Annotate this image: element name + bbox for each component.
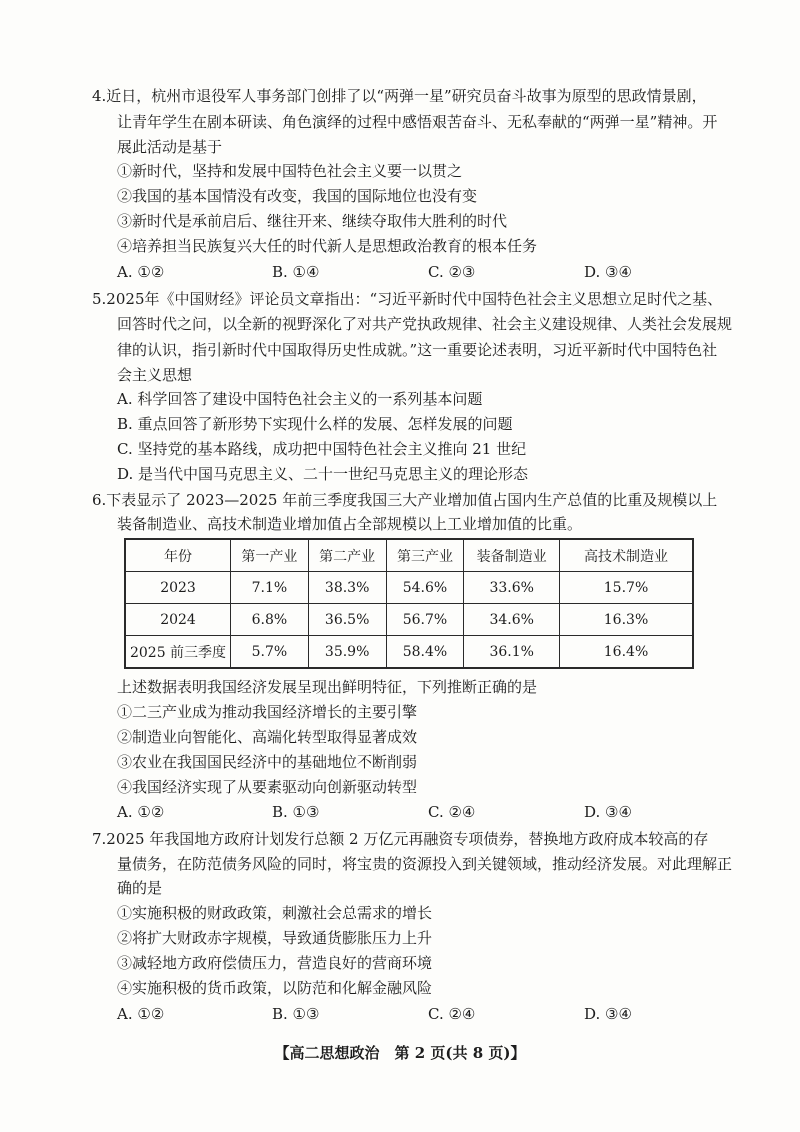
table-header-cell: 年份 — [125, 539, 231, 572]
table-cell: 33.6% — [464, 572, 560, 604]
q6-choice-a: A. ①② — [117, 803, 165, 821]
table-cell: 36.1% — [464, 636, 560, 669]
table-cell: 34.6% — [464, 604, 560, 636]
q4-option-1: ①新时代，坚持和发展中国特色社会主义要一以贯之 — [117, 162, 463, 180]
q7-option-2: ②将扩大财政赤字规模，导致通货膨胀压力上升 — [117, 929, 433, 947]
q4-choice-a: A. ①② — [117, 263, 165, 281]
q4-stem-line-2: 让青年学生在剧本研读、角色演绎的过程中感悟艰苦奋斗、无私奉献的“两弹一星”精神。开 — [117, 113, 718, 131]
q7-choice-d: D. ③④ — [584, 1005, 632, 1023]
table-header-cell: 装备制造业 — [464, 539, 560, 572]
q7-stem-line-1: 7.2025 年我国地方政府计划发行总额 2 万亿元再融资专项债券，替换地方政府成本较高的存 — [92, 830, 709, 848]
q5-option-b: B. 重点回答了新形势下实现什么样的发展、怎样发展的问题 — [117, 415, 513, 433]
q4-option-2: ②我国的基本国情没有改变，我国的国际地位也没有变 — [117, 187, 478, 205]
q6-choice-c: C. ②④ — [428, 803, 476, 821]
table-cell: 5.7% — [231, 636, 309, 669]
q7-stem-line-3: 确的是 — [117, 879, 163, 897]
q5-stem-line-2: 回答时代之问，以全新的视野深化了对共产党执政规律、社会主义建设规律、人类社会发展规 — [117, 315, 733, 333]
q5-stem-line-4: 会主义思想 — [117, 366, 193, 384]
q5-option-a: A. 科学回答了建设中国特色社会主义的一系列基本问题 — [117, 390, 483, 408]
table-cell: 35.9% — [308, 636, 386, 669]
table-cell: 7.1% — [231, 572, 309, 604]
page-footer: 【高二思想政治 第 2 页(共 8 页)】 — [274, 1044, 526, 1062]
q6-option-4: ④我国经济实现了从要素驱动向创新驱动转型 — [117, 778, 418, 796]
q7-option-1: ①实施积极的财政政策，刺激社会总需求的增长 — [117, 904, 433, 922]
table-cell: 2025 前三季度 — [125, 636, 231, 669]
table-cell: 15.7% — [560, 572, 693, 604]
q7-choices — [117, 1004, 717, 1024]
q7-stem-line-2: 量债务，在防范债务风险的同时，将宝贵的资源投入到关键领域，推动经济发展。对此理解正 — [117, 855, 733, 873]
q4-option-3: ③新时代是承前启后、继往开来、继续夺取伟大胜利的时代 — [117, 212, 508, 230]
table-header-cell: 第二产业 — [308, 539, 386, 572]
q4-choices — [117, 262, 717, 282]
table-cell: 58.4% — [386, 636, 464, 669]
q6-option-3: ③农业在我国国民经济中的基础地位不断削弱 — [117, 753, 418, 771]
q4-choice-c: C. ②③ — [428, 263, 476, 281]
table-row — [125, 572, 693, 604]
q6-choice-d: D. ③④ — [584, 803, 632, 821]
q7-choice-a: A. ①② — [117, 1005, 165, 1023]
q7-option-4: ④实施积极的货币政策，以防范和化解金融风险 — [117, 979, 433, 997]
table-cell: 6.8% — [231, 604, 309, 636]
table-row — [125, 636, 693, 669]
q7-choice-b: B. ①③ — [272, 1005, 320, 1023]
q5-stem-line-1: 5.2025年《中国财经》评论员文章指出：“习近平新时代中国特色社会主义思想立足时代之基、 — [92, 290, 723, 308]
q4-choice-d: D. ③④ — [584, 263, 632, 281]
q4-stem-line-3: 展此活动是基于 — [117, 138, 223, 156]
q4-choice-b: B. ①④ — [272, 263, 320, 281]
q6-option-2: ②制造业向智能化、高端化转型取得显著成效 — [117, 728, 418, 746]
q4-stem-line-1: 4.近日，杭州市退役军人事务部门创排了以“两弹一星”研究员奋斗故事为原型的思政情景剧， — [92, 87, 707, 105]
q5-stem-line-3: 律的认识，指引新时代中国取得历史性成就。”这一重要论述表明，习近平新时代中国特色社 — [117, 341, 718, 359]
table-header-row — [125, 539, 693, 572]
table-cell: 16.3% — [560, 604, 693, 636]
q5-option-c: C. 坚持党的基本路线，成功把中国特色社会主义推向 21 世纪 — [117, 440, 527, 458]
table-cell: 36.5% — [308, 604, 386, 636]
table-row — [125, 604, 693, 636]
q6-choice-b: B. ①③ — [272, 803, 320, 821]
table-header-cell: 第一产业 — [231, 539, 309, 572]
table-cell: 16.4% — [560, 636, 693, 669]
table-cell: 2024 — [125, 604, 231, 636]
q6-prompt: 上述数据表明我国经济发展呈现出鲜明特征，下列推断正确的是 — [117, 678, 538, 696]
table-cell: 38.3% — [308, 572, 386, 604]
q4-option-4: ④培养担当民族复兴大任的时代新人是思想政治教育的根本任务 — [117, 237, 538, 255]
industry-share-table — [124, 538, 694, 669]
q5-option-d: D. 是当代中国马克思主义、二十一世纪马克思主义的理论形态 — [117, 465, 529, 483]
table-header-cell: 第三产业 — [386, 539, 464, 572]
q6-option-1: ①二三产业成为推动我国经济增长的主要引擎 — [117, 703, 418, 721]
table-header-cell: 高技术制造业 — [560, 539, 693, 572]
q6-stem-line-2: 装备制造业、高技术制造业增加值占全部规模以上工业增加值的比重。 — [117, 515, 583, 533]
q7-option-3: ③减轻地方政府偿债压力，营造良好的营商环境 — [117, 954, 433, 972]
table-cell: 2023 — [125, 572, 231, 604]
table-cell: 54.6% — [386, 572, 464, 604]
q7-choice-c: C. ②④ — [428, 1005, 476, 1023]
q6-choices — [117, 802, 717, 822]
q6-stem-line-1: 6.下表显示了 2023—2025 年前三季度我国三大产业增加值占国内生产总值的比重及规模以上 — [92, 491, 718, 509]
table-cell: 56.7% — [386, 604, 464, 636]
